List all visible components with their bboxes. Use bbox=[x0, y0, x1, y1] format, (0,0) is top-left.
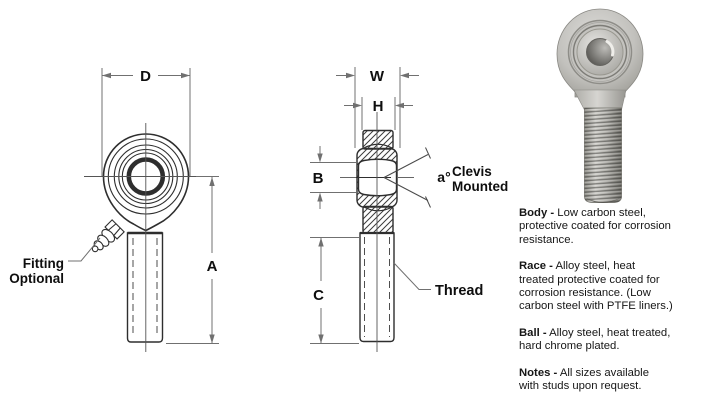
grease-fitting-icon bbox=[87, 220, 124, 257]
side-centerlines bbox=[340, 112, 414, 352]
thread-label: Thread bbox=[435, 283, 484, 299]
angle-label: a° bbox=[437, 169, 451, 185]
photo-neck bbox=[574, 90, 626, 110]
spec-ball: Ball - Alloy steel, heat treated, hard chrome plated. bbox=[519, 326, 671, 353]
dim-label-a: A bbox=[206, 258, 218, 275]
photo-shaft-threads bbox=[585, 108, 622, 203]
dim-label-c: C bbox=[313, 287, 324, 304]
spec-race: Race - Alloy steel, heat treated protective coated for corrosion resistance. (Low carbon steel with PTFE liners.) bbox=[519, 260, 673, 313]
fitting-optional-label-line1: Fitting bbox=[22, 256, 64, 271]
spec-notes: Notes - All sizes available with studs upon request. bbox=[519, 366, 649, 393]
spec-body: Body - Low carbon steel, protective coated for corrosion resistance. bbox=[519, 207, 671, 246]
dim-label-d: D bbox=[140, 68, 151, 85]
material-specs bbox=[519, 207, 709, 403]
clevis-mounted-label-line2: Mounted bbox=[452, 179, 509, 194]
fitting-optional-label-line2: Optional bbox=[9, 271, 64, 286]
dim-label-b: B bbox=[312, 170, 324, 187]
thread-leader-line bbox=[394, 263, 431, 290]
rod-end-bearing-photo bbox=[557, 9, 643, 203]
side-view bbox=[310, 67, 508, 352]
clevis-mounted-label-line1: Clevis bbox=[452, 164, 492, 179]
dim-label-w: W bbox=[369, 68, 385, 85]
front-view bbox=[9, 68, 219, 352]
dim-label-h: H bbox=[372, 98, 384, 115]
